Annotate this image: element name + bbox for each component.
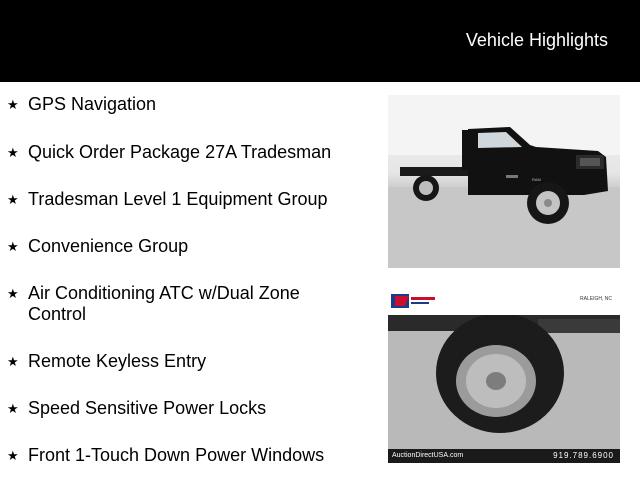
wheel-illustration [388, 289, 620, 463]
watermark-phone: 919.789.6900 [553, 451, 614, 460]
truck-illustration [388, 95, 620, 268]
star-bullet-icon: ★ [7, 239, 19, 254]
feature-label: Speed Sensitive Power Locks [28, 398, 267, 418]
list-item [7, 236, 358, 257]
feature-label: Tradesman Level 1 Equipment Group [28, 189, 328, 209]
truck-photo [388, 95, 620, 268]
watermark-website: AuctionDirectUSA.com [392, 452, 464, 459]
dealer-banner [388, 289, 620, 315]
list-item [7, 189, 358, 210]
star-bullet-icon: ★ [7, 97, 19, 112]
list-item [7, 445, 358, 466]
list-item [7, 94, 358, 115]
ram-badge: RAM [532, 177, 541, 182]
feature-label: Front 1-Touch Down Power Windows [28, 445, 325, 465]
feature-label: Quick Order Package 27A Tradesman [28, 142, 332, 162]
feature-label: Air Conditioning ATC w/Dual Zone Control [28, 283, 300, 324]
star-bullet-icon: ★ [7, 145, 19, 160]
star-bullet-icon: ★ [7, 354, 19, 369]
dealer-city: RALEIGH, NC [580, 296, 612, 302]
list-item [7, 398, 358, 419]
feature-label: Remote Keyless Entry [28, 351, 207, 371]
star-bullet-icon: ★ [7, 192, 19, 207]
list-item [7, 351, 358, 372]
photo-watermark [388, 449, 620, 463]
feature-label: Convenience Group [28, 236, 189, 256]
star-bullet-icon: ★ [7, 448, 19, 463]
star-bullet-icon: ★ [7, 401, 19, 416]
auction-direct-logo-icon [391, 292, 437, 310]
page-title: Vehicle Highlights [465, 30, 608, 50]
feature-label: GPS Navigation [28, 94, 157, 114]
list-item [7, 283, 358, 325]
star-bullet-icon: ★ [7, 286, 19, 301]
wheel-photo [388, 289, 620, 463]
list-item [7, 142, 358, 163]
header-bar [0, 0, 640, 82]
